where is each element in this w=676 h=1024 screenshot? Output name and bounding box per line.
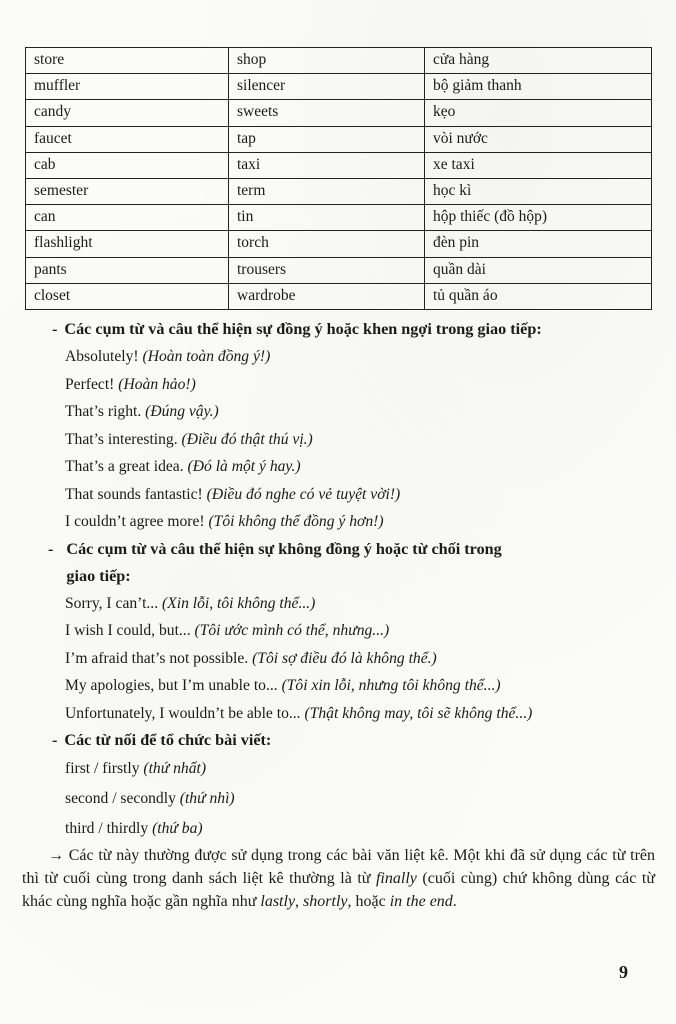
- uk-word-cell: sweets: [229, 100, 425, 126]
- connector-translation: (thứ nhì): [179, 790, 235, 807]
- phrase-english: I couldn’t agree more!: [65, 513, 205, 530]
- phrase-line: [22, 617, 655, 645]
- phrase-english: Absolutely!: [65, 348, 139, 365]
- heading-text: Các cụm từ và câu thể hiện sự đồng ý hoặc khen ngợi trong giao tiếp:: [64, 320, 542, 338]
- uk-word-cell: taxi: [229, 152, 425, 178]
- table-row: [26, 231, 652, 257]
- phrase-line: [22, 343, 655, 371]
- phrase-english: I wish I could, but...: [65, 622, 191, 639]
- heading-dash: -: [52, 731, 58, 749]
- us-word-cell: store: [26, 48, 229, 74]
- table-row: [26, 205, 652, 231]
- phrase-translation: (Tôi ước mình có thể, nhưng...): [194, 622, 390, 639]
- connector-translation: (thứ ba): [152, 820, 203, 837]
- phrase-line: [22, 371, 655, 399]
- connector-english: third / thirdly: [65, 820, 149, 837]
- lesson-notes: [22, 316, 655, 913]
- table-row: [26, 48, 652, 74]
- section-heading-connectors: [52, 727, 655, 754]
- table-row: [26, 178, 652, 204]
- table-row: [26, 152, 652, 178]
- uk-word-cell: trousers: [229, 257, 425, 283]
- us-word-cell: muffler: [26, 74, 229, 100]
- phrase-translation: (Tôi xin lỗi, nhưng tôi không thể...): [281, 677, 501, 694]
- section-heading-agree: [52, 316, 655, 343]
- vi-meaning-cell: hộp thiếc (đồ hộp): [425, 205, 652, 231]
- vi-meaning-cell: học kì: [425, 178, 652, 204]
- uk-word-cell: term: [229, 178, 425, 204]
- vi-meaning-cell: cửa hàng: [425, 48, 652, 74]
- phrase-translation: (Tôi không thể đồng ý hơn!): [208, 513, 384, 530]
- connector-line: [22, 784, 655, 814]
- connector-translation: (thứ nhất): [143, 760, 207, 777]
- section-heading-disagree: [48, 536, 655, 590]
- uk-word-cell: shop: [229, 48, 425, 74]
- phrase-english: Unfortunately, I wouldn’t be able to...: [65, 704, 301, 722]
- heading-text: [66, 536, 631, 590]
- table-row: [26, 100, 652, 126]
- heading-text: Các từ nối để tổ chức bài viết:: [64, 731, 272, 749]
- phrase-english: That’s right.: [65, 403, 142, 420]
- phrase-translation: (Xin lỗi, tôi không thể...): [162, 594, 316, 612]
- heading-dash: -: [48, 539, 54, 558]
- phrase-translation: (Hoàn hảo!): [118, 375, 196, 393]
- heading-dash: -: [52, 320, 58, 338]
- phrase-line: [22, 590, 655, 618]
- phrase-translation: (Đó là một ý hay.): [187, 458, 301, 475]
- phrase-english: That sounds fantastic!: [65, 485, 203, 503]
- connector-english: second / secondly: [65, 790, 176, 807]
- phrase-translation: (Đúng vậy.): [145, 403, 219, 420]
- vi-meaning-cell: vòi nước: [425, 126, 652, 152]
- table-row: [26, 283, 652, 309]
- us-word-cell: cab: [26, 152, 229, 178]
- phrase-english: That’s interesting.: [65, 430, 178, 448]
- table-row: [26, 74, 652, 100]
- phrase-translation: (Hoàn toàn đồng ý!): [142, 348, 271, 365]
- phrase-line: [22, 508, 655, 536]
- uk-word-cell: torch: [229, 231, 425, 257]
- vi-meaning-cell: xe taxi: [425, 152, 652, 178]
- phrase-line: [22, 426, 655, 454]
- phrase-line: [22, 453, 655, 481]
- uk-word-cell: tap: [229, 126, 425, 152]
- us-word-cell: pants: [26, 257, 229, 283]
- page-number: 9: [619, 962, 628, 982]
- phrase-line: [22, 672, 655, 700]
- vi-meaning-cell: bộ giảm thanh: [425, 74, 652, 100]
- us-word-cell: flashlight: [26, 231, 229, 257]
- us-word-cell: semester: [26, 178, 229, 204]
- uk-word-cell: silencer: [229, 74, 425, 100]
- connector-english: first / firstly: [65, 760, 140, 777]
- vi-meaning-cell: kẹo: [425, 100, 652, 126]
- note-paragraph: → Các từ này thường được sử dụng trong các bài văn liệt kê. Một khi đã sử dụng các từ trên thì từ cuối cùng trong danh sách liệt kê thường là từ finally (cuối cùng) chứ không dùng các từ khác cùng nghĩa hoặc gần nghĩa như lastly, shortly, hoặc in the end.: [22, 847, 656, 910]
- phrase-line: [22, 398, 655, 426]
- connector-line: [22, 754, 655, 784]
- phrase-translation: (Tôi sợ điều đó là không thể.): [252, 649, 437, 667]
- uk-word-cell: tin: [229, 205, 425, 231]
- table-row: [26, 126, 652, 152]
- phrase-english: My apologies, but I’m unable to...: [65, 677, 278, 694]
- phrase-english: That’s a great idea.: [65, 458, 184, 475]
- heading-line-2: giao tiếp:: [66, 566, 131, 585]
- heading-line-1: Các cụm từ và câu thể hiện sự không đồng ý hoặc từ chối trong: [66, 539, 502, 558]
- phrase-line: [22, 700, 655, 728]
- phrase-english: Perfect!: [65, 375, 115, 393]
- us-word-cell: can: [26, 205, 229, 231]
- vocab-table: [25, 47, 652, 310]
- vi-meaning-cell: tủ quần áo: [425, 283, 652, 309]
- vi-meaning-cell: quần dài: [425, 257, 652, 283]
- us-word-cell: candy: [26, 100, 229, 126]
- phrase-english: I’m afraid that’s not possible.: [65, 649, 249, 667]
- table-row: [26, 257, 652, 283]
- vi-meaning-cell: đèn pin: [425, 231, 652, 257]
- phrase-translation: (Điều đó nghe có vẻ tuyệt vời!): [206, 485, 401, 503]
- uk-word-cell: wardrobe: [229, 283, 425, 309]
- phrase-line: [22, 645, 655, 673]
- phrase-line: [22, 481, 655, 509]
- connector-line: [22, 814, 655, 844]
- phrase-english: Sorry, I can’t...: [65, 594, 159, 612]
- us-word-cell: faucet: [26, 126, 229, 152]
- us-word-cell: closet: [26, 283, 229, 309]
- phrase-translation: (Điều đó thật thú vị.): [181, 430, 313, 448]
- phrase-translation: (Thật không may, tôi sẽ không thể...): [304, 704, 533, 722]
